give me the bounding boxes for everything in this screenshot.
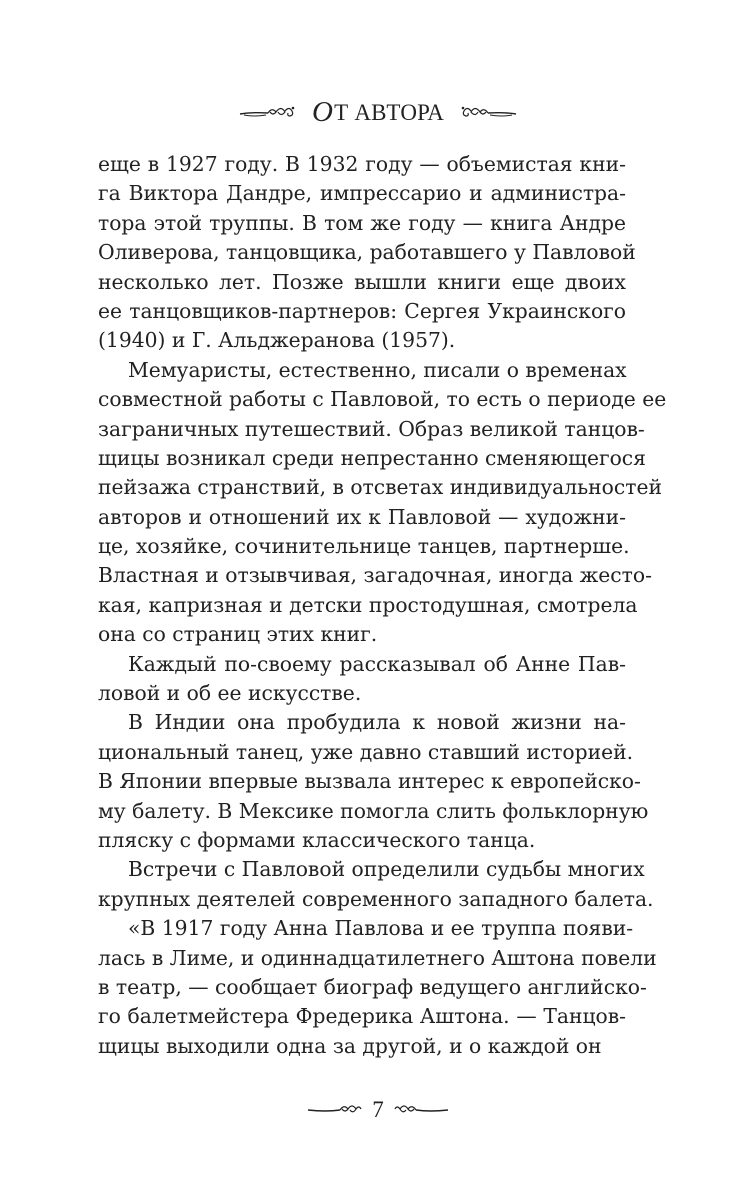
flourish-ornament-left-icon	[238, 103, 296, 121]
running-head	[0, 92, 756, 132]
text-line: Оливерова, танцовщика, работавшего у Павловой	[98, 240, 636, 265]
text-line: му балету. В Мексике помогла слить фольклорную	[98, 798, 649, 823]
text-line: пляску с формами классического танца.	[98, 827, 536, 852]
running-head-rest: Т АВТОРА	[334, 99, 445, 125]
text-line: лась в Лиме, и одиннадцатилетнего Аштона повели	[98, 945, 657, 970]
text-line: В Японии впервые вызвала интерес к европейско-	[98, 769, 641, 794]
text-line: еще в 1927 году. В 1932 году — объемистая кни-	[98, 152, 626, 176]
text-line: авторов и отношений их к Павловой — художни-	[98, 504, 626, 529]
text-line: Властная и отзывчивая, загадочная, иногда жесто-	[98, 563, 652, 588]
text-line: несколько лет. Позже вышли книги еще двоих	[98, 269, 626, 294]
text-line: (1940) и Г. Альджеранова (1957).	[98, 328, 456, 353]
text-line: она со страниц этих книг.	[98, 622, 378, 647]
page-number: 7	[372, 1097, 384, 1122]
text-line: Каждый по-своему рассказывал об Анне Пав-	[128, 651, 626, 676]
text-line: це, хозяйке, сочинительнице танцев, партнерше.	[98, 534, 630, 559]
text-line: ее танцовщиков-партнеров: Сергея Украинского	[98, 298, 626, 323]
text-line: пейзажа странствий, в отсветах индивидуальностей	[98, 475, 662, 500]
text-line: заграничных путешествий. Образ великой танцов-	[98, 416, 645, 441]
text-line: «В 1917 году Анна Павлова и ее труппа появи-	[128, 916, 634, 941]
page-footer	[0, 1090, 756, 1130]
flourish-ornament-right-icon	[394, 1101, 450, 1119]
flourish-ornament-left-icon	[306, 1101, 362, 1119]
text-line: щицы возникал среди непрестанно сменяющегося	[98, 445, 646, 470]
text-line: кая, капризная и детски простодушная, смотрела	[98, 592, 638, 617]
text-line: тора этой труппы. В том же году — книга Андре	[98, 210, 626, 235]
body-text	[98, 150, 667, 1061]
text-line: Мемуаристы, естественно, писали о временах	[128, 357, 627, 382]
text-line: ловой и об ее искусстве.	[98, 681, 362, 706]
text-line: В Индии она пробудила к новой жизни на-	[128, 710, 626, 735]
text-line: циональный танец, уже давно ставший историей.	[98, 739, 634, 764]
running-head-initial: О	[311, 95, 334, 128]
text-line: совместной работы с Павловой, то есть о периоде ее	[98, 387, 667, 412]
text-line: га Виктора Дандре, импрессарио и администра-	[98, 181, 626, 206]
text-line: Встречи с Павловой определили судьбы многих	[128, 857, 645, 882]
running-head-title	[312, 96, 444, 129]
flourish-ornament-right-icon	[460, 103, 518, 121]
text-line: в театр, — сообщает биограф ведущего английско-	[98, 974, 647, 999]
text-line: крупных деятелей современного западного балета.	[98, 886, 654, 911]
text-line: щицы выходили одна за другой, и о каждой он	[98, 1033, 602, 1058]
text-line: го балетмейстера Фредерика Аштона. — Танцов-	[98, 1004, 626, 1029]
